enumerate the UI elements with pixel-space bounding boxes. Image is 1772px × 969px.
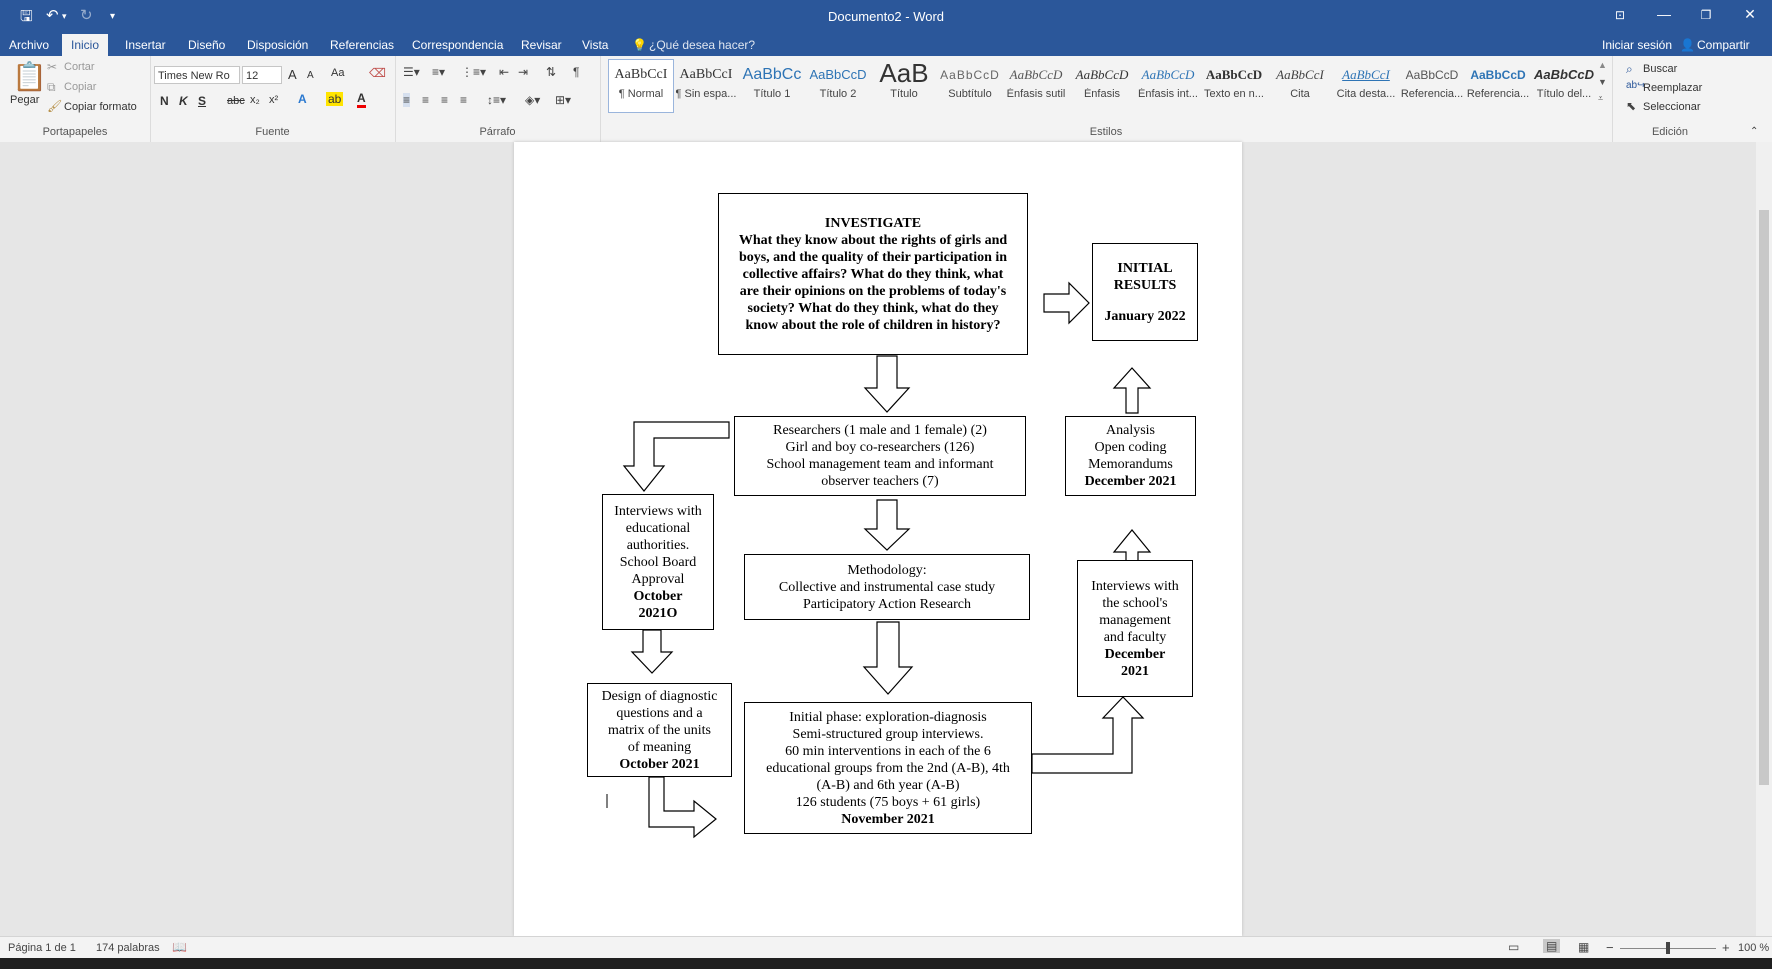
increase-indent-icon[interactable]: ⇥: [518, 65, 529, 79]
box-line: School Board: [619, 554, 697, 570]
select-cursor-icon[interactable]: ⬉: [1626, 99, 1637, 113]
status-bar: [0, 936, 1772, 959]
box-line: (A-B) and 6th year (A-B): [816, 777, 960, 793]
font-size-combo[interactable]: 12: [242, 66, 282, 84]
styles-scroll-down-icon[interactable]: ▼: [1598, 77, 1607, 87]
style-preview: AaBbCcI: [679, 67, 733, 82]
zoom-out-button[interactable]: −: [1606, 940, 1614, 955]
bullets-icon[interactable]: ☰▾: [403, 65, 420, 79]
box-line: 60 min interventions in each of the 6: [785, 743, 991, 759]
box-line: Interviews with: [1091, 578, 1179, 594]
box-line: 126 students (75 boys + 61 girls): [795, 794, 981, 810]
box-date: November 2021: [841, 811, 935, 827]
restore-icon[interactable]: ❐: [1700, 8, 1712, 22]
style-heading-1[interactable]: [740, 60, 804, 112]
box-date: 2021O: [638, 605, 678, 621]
box-line: Initial phase: exploration-diagnosis: [789, 709, 987, 725]
box-date: December: [1104, 646, 1166, 662]
box-line: know about the role of children in history?: [745, 317, 1001, 333]
style-name: ¶ Sin espa...: [675, 88, 737, 100]
style-name: Título 1: [753, 88, 791, 100]
tab-referencias[interactable]: Referencias: [330, 38, 395, 52]
box-line: authorities.: [626, 537, 690, 553]
box-initial-results[interactable]: [1092, 243, 1198, 341]
editing-group-label: Edición: [1651, 126, 1689, 138]
style-name: Énfasis sutil: [1006, 88, 1066, 100]
decrease-indent-icon[interactable]: ⇤: [499, 65, 510, 79]
shading-icon[interactable]: ◈▾: [525, 93, 541, 107]
arrow-down-to-design: [632, 630, 672, 673]
paste-button[interactable]: Pegar: [10, 94, 40, 106]
italic-button[interactable]: K: [179, 94, 188, 108]
arrow-right-to-results: [1044, 283, 1089, 323]
box-date: October: [633, 588, 683, 604]
grow-font-button[interactable]: A: [288, 67, 297, 82]
box-line: Design of diagnostic: [601, 688, 718, 704]
lightbulb-icon: 💡: [632, 38, 647, 52]
underline-button[interactable]: S: [198, 94, 207, 108]
align-right-icon[interactable]: ≡: [441, 93, 449, 107]
style-preview: AaBbCcD: [940, 68, 1000, 82]
style-preview: AaBbCcI: [1342, 67, 1390, 82]
box-line: Approval: [631, 571, 685, 587]
font-group-label: Fuente: [255, 126, 290, 138]
box-date: January 2022: [1104, 308, 1186, 324]
tell-me-box[interactable]: ¿Qué desea hacer?: [649, 38, 756, 52]
style-name: Énfasis int...: [1138, 88, 1198, 100]
tab-diseno[interactable]: Diseño: [188, 38, 226, 52]
replace-button[interactable]: Reemplazar: [1643, 82, 1703, 94]
box-line: of meaning: [627, 739, 692, 755]
paste-icon[interactable]: 📋: [12, 61, 47, 92]
tab-inicio[interactable]: Inicio: [62, 34, 108, 56]
clipboard-group: [0, 56, 151, 142]
format-painter-button[interactable]: Copiar formato: [64, 101, 137, 113]
style-subtitle[interactable]: [938, 60, 1002, 112]
subscript-button[interactable]: x₂: [250, 94, 260, 106]
arrow-elbow-to-authorities: [624, 422, 729, 491]
arrow-down-to-methodology: [865, 500, 909, 550]
replace-icon[interactable]: ab↪: [1626, 80, 1646, 91]
style-name: Subtítulo: [948, 88, 992, 100]
box-line: Researchers (1 male and 1 female) (2): [773, 423, 987, 438]
clipboard-group-label: Portapapeles: [42, 126, 108, 138]
scissors-icon[interactable]: ✂: [47, 60, 58, 74]
strikethrough-button[interactable]: abc: [227, 95, 245, 107]
style-name: ¶ Normal: [618, 88, 664, 100]
box-line: boys, and the quality of their participation in: [738, 249, 1008, 265]
person-icon: 👤: [1680, 38, 1695, 52]
align-center-icon[interactable]: ≡: [422, 93, 430, 107]
find-button[interactable]: Buscar: [1643, 63, 1678, 75]
box-line: society? What do they think, what do they: [747, 300, 999, 316]
sort-icon[interactable]: ⇅: [546, 65, 557, 79]
pilcrow-icon[interactable]: ¶: [573, 65, 580, 79]
style-name: Cita desta...: [1336, 88, 1396, 100]
web-layout-icon[interactable]: ▦: [1578, 940, 1590, 954]
select-button[interactable]: Seleccionar: [1643, 101, 1701, 113]
redo-icon[interactable]: ↻: [80, 7, 93, 24]
print-layout-icon[interactable]: ▤: [1543, 939, 1560, 953]
box-line: Interviews with: [614, 503, 702, 519]
style-emphasis[interactable]: [1070, 60, 1134, 112]
word-count[interactable]: 174 palabras: [96, 942, 160, 954]
style-name: Título: [890, 88, 918, 100]
ribbon-tabs: [0, 34, 1772, 56]
style-preview: AaBbCcD: [1470, 68, 1526, 82]
numbering-icon[interactable]: ≡▾: [432, 65, 446, 79]
arrow-elbow-to-school-interviews: [1032, 697, 1143, 773]
superscript-button[interactable]: x²: [269, 94, 279, 106]
box-line: questions and a: [616, 705, 703, 721]
arrow-down-to-initial-phase: [864, 622, 912, 694]
style-preview: AaBbCcD: [809, 67, 867, 82]
style-subtle-reference[interactable]: [1400, 60, 1464, 112]
box-investigate[interactable]: [718, 193, 1028, 355]
box-line: are their opinions on the problems of today's: [739, 283, 1007, 299]
scrollbar-thumb[interactable]: [1759, 210, 1769, 785]
style-subtle-emphasis[interactable]: [1004, 60, 1068, 112]
styles-more-icon[interactable]: ⩡: [1598, 93, 1604, 103]
styles-scroll-up-icon[interactable]: ▲: [1598, 60, 1607, 70]
style-name: Título del...: [1536, 88, 1592, 100]
style-quote[interactable]: [1268, 60, 1332, 112]
zoom-slider-thumb[interactable]: [1666, 942, 1670, 954]
style-preview: AaBbCcD: [1009, 67, 1063, 82]
style-intense-reference[interactable]: [1466, 60, 1530, 112]
style-name: Referencia...: [1400, 88, 1464, 100]
page-count[interactable]: Página 1 de 1: [8, 942, 76, 954]
style-normal[interactable]: [608, 59, 674, 113]
zoom-slider[interactable]: [1620, 948, 1716, 949]
box-line: matrix of the units: [607, 722, 712, 738]
style-heading-2[interactable]: [806, 60, 870, 112]
style-preview: AaBbCcD: [1075, 67, 1129, 82]
read-mode-icon[interactable]: ▭: [1508, 940, 1520, 954]
line-spacing-icon[interactable]: ↕≡▾: [487, 93, 507, 107]
font-color-icon[interactable]: A: [357, 92, 366, 108]
box-line: RESULTS: [1113, 277, 1177, 293]
window-title: Documento2 - Word: [827, 9, 945, 24]
box-interviews-school[interactable]: [1077, 560, 1193, 697]
collapse-ribbon-icon[interactable]: ⌃: [1750, 126, 1759, 137]
cut-button[interactable]: Cortar: [64, 61, 95, 73]
tab-archivo[interactable]: Archivo: [9, 38, 50, 52]
box-date: 2021: [1121, 663, 1149, 679]
box-initial-phase[interactable]: [744, 702, 1032, 834]
box-line: Methodology:: [847, 562, 927, 578]
styles-group-label: Estilos: [1089, 126, 1123, 138]
box-date: December 2021: [1084, 474, 1177, 489]
tab-insertar[interactable]: Insertar: [125, 38, 166, 52]
borders-icon[interactable]: ⊞▾: [555, 93, 572, 107]
text-effects-icon[interactable]: A: [298, 92, 307, 106]
style-name: Énfasis: [1083, 88, 1121, 100]
document-page[interactable]: [514, 142, 1242, 936]
box-line: the school's: [1102, 595, 1168, 611]
paragraph-group: [395, 56, 601, 142]
box-line: educational groups from the 2nd (A-B), 4th: [766, 760, 1010, 776]
style-book-title[interactable]: [1532, 60, 1596, 112]
change-case-button[interactable]: Aa: [331, 67, 345, 79]
box-line: Semi-structured group interviews.: [792, 726, 984, 742]
customize-icon[interactable]: ▾: [110, 11, 116, 22]
style-preview: AaBbCcI: [1276, 67, 1324, 82]
box-line: Memorandums: [1088, 457, 1173, 472]
style-preview: AaBbCcD: [1405, 68, 1459, 82]
box-line: and faculty: [1103, 629, 1167, 645]
styles-group: [600, 56, 1613, 142]
format-painter-icon[interactable]: 🖌: [47, 99, 63, 113]
box-line: What they know about the rights of girls and: [738, 232, 1008, 248]
undo-dropdown-icon[interactable]: ▾: [62, 11, 67, 21]
style-intense-quote[interactable]: [1334, 60, 1398, 112]
style-preview: AaBbCcD: [1205, 67, 1263, 82]
style-preview: AaB: [879, 60, 929, 88]
justify-icon[interactable]: ≡: [460, 93, 468, 107]
arrow-down-to-researchers: [865, 356, 909, 412]
tab-correspondencia[interactable]: Correspondencia: [412, 38, 504, 52]
box-date: October 2021: [619, 756, 700, 772]
style-name: Referencia...: [1466, 88, 1530, 100]
style-preview: AaBbCcD: [1534, 67, 1594, 82]
box-line: Collective and instrumental case study: [778, 579, 996, 595]
font-group: [150, 56, 396, 142]
box-line: School management team and informant: [766, 457, 994, 472]
zoom-in-button[interactable]: +: [1722, 940, 1730, 955]
search-icon[interactable]: ⌕: [1626, 62, 1633, 76]
paragraph-group-label: Párrafo: [479, 126, 516, 138]
style-title[interactable]: [872, 60, 936, 112]
tab-vista[interactable]: Vista: [582, 38, 609, 52]
box-line: management: [1099, 612, 1171, 628]
style-intense-emphasis[interactable]: [1136, 60, 1200, 112]
box-line: Analysis: [1106, 423, 1155, 438]
style-name: Cita: [1290, 88, 1310, 100]
ribbon: [0, 56, 1772, 143]
vertical-scrollbar[interactable]: [1756, 142, 1772, 936]
box-analysis[interactable]: [1065, 416, 1196, 496]
tab-revisar[interactable]: Revisar: [521, 38, 562, 52]
box-design[interactable]: [587, 683, 732, 777]
box-line: Open coding: [1094, 440, 1167, 455]
editing-group: [1612, 56, 1728, 142]
style-no-spacing[interactable]: [674, 60, 738, 112]
style-name: Texto en n...: [1204, 88, 1264, 100]
arrow-up-to-results: [1114, 368, 1150, 413]
box-interviews-authorities[interactable]: [602, 494, 714, 630]
save-icon[interactable]: 🖫: [20, 8, 33, 25]
bold-button[interactable]: N: [160, 94, 169, 108]
tab-disposicion[interactable]: Disposición: [247, 38, 309, 52]
copy-icon[interactable]: ⧉: [47, 80, 56, 94]
box-line: Girl and boy co-researchers (126): [785, 440, 975, 455]
box-line: educational: [625, 520, 691, 536]
shrink-font-button[interactable]: A: [307, 70, 314, 81]
ribbon-display-options-icon[interactable]: ⊡: [1614, 8, 1626, 22]
investigate-title: INVESTIGATE: [824, 215, 922, 231]
box-researchers[interactable]: [734, 416, 1026, 496]
style-preview: AaBbCcI: [614, 67, 668, 82]
box-line: collective affairs? What do they think, what: [742, 266, 1004, 282]
undo-icon[interactable]: ↶: [46, 7, 59, 24]
box-line: observer teachers (7): [821, 474, 939, 489]
clear-format-icon[interactable]: ⌫: [369, 66, 386, 80]
highlight-icon[interactable]: ab: [328, 92, 342, 106]
box-line: Participatory Action Research: [803, 596, 971, 612]
align-left-icon[interactable]: ≡: [403, 93, 411, 107]
style-strong[interactable]: [1202, 60, 1266, 112]
style-preview: AaBbCcD: [1141, 67, 1195, 82]
multilevel-list-icon[interactable]: ⋮≡▾: [461, 65, 487, 79]
title-bar: [0, 0, 1772, 34]
zoom-level[interactable]: 100 %: [1738, 942, 1770, 954]
copy-button[interactable]: Copiar: [64, 81, 97, 93]
close-icon[interactable]: ✕: [1744, 6, 1756, 22]
arrow-elbow-to-initial-phase: [649, 777, 716, 837]
signin-link[interactable]: Iniciar sesión: [1602, 38, 1673, 52]
style-name: Título 2: [819, 88, 857, 100]
taskbar: [0, 958, 1772, 969]
box-line: INITIAL: [1117, 260, 1173, 276]
box-methodology[interactable]: [744, 554, 1030, 620]
proofing-icon[interactable]: 📖: [172, 940, 187, 954]
minimize-icon[interactable]: —: [1657, 6, 1671, 22]
share-button[interactable]: Compartir: [1697, 38, 1750, 52]
style-preview: AaBbCc: [742, 66, 802, 83]
font-name-combo[interactable]: Times New Ro: [154, 66, 240, 84]
